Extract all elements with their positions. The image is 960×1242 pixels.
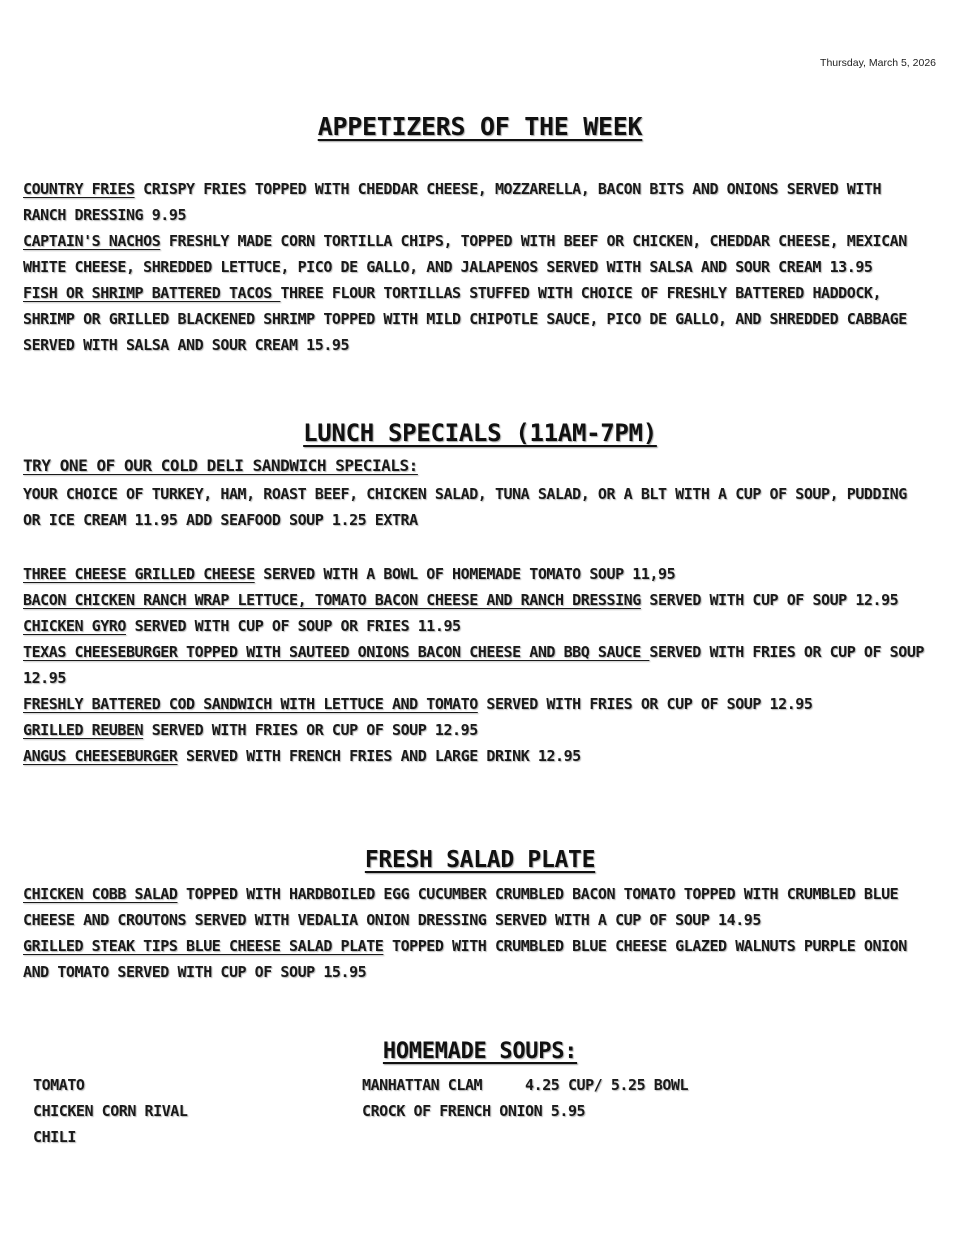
salad-list	[23, 881, 928, 985]
menu-item	[23, 933, 928, 985]
soup-item: CHICKEN CORN RIVAL	[33, 1102, 188, 1120]
menu-item	[23, 561, 928, 587]
appetizers-list	[23, 176, 928, 358]
menu-item	[23, 613, 928, 639]
item-name: FISH OR SHRIMP BATTERED TACOS	[23, 284, 281, 302]
item-description: SERVED WITH FRENCH FRIES AND LARGE DRINK 12.95	[177, 747, 581, 765]
menu-item	[23, 228, 928, 280]
menu-item	[23, 717, 928, 743]
lunch-description: YOUR CHOICE OF TURKEY, HAM, ROAST BEEF, CHICKEN SALAD, TUNA SALAD, OR A BLT WITH A CUP OF SOUP, PUDDING OR ICE CREAM 11.95 ADD SEAFOOD SOUP 1.25 EXTRA	[23, 485, 907, 529]
item-name: CHICKEN GYRO	[23, 617, 126, 635]
lunch-subheading: TRY ONE OF OUR COLD DELI SANDWICH SPECIALS:	[23, 456, 418, 475]
item-name: CAPTAIN'S NACHOS	[23, 232, 161, 250]
item-name: COUNTRY FRIES	[23, 180, 135, 198]
item-description: SERVED WITH FRIES OR CUP OF SOUP 12.95	[23, 643, 924, 687]
item-description: THREE FLOUR TORTILLAS STUFFED WITH CHOICE OF FRESHLY BATTERED HADDOCK, SHRIMP OR GRILLED BLACKENED SHRIMP TOPPED WITH MILD CHIPOTLE SAUCE, PICO DE GALLO, AND SHREDDED CABBAGE SERVED WITH SALSA AND SOUR CREAM 15.95	[23, 284, 907, 354]
item-name: THREE CHEESE GRILLED CHEESE	[23, 565, 255, 583]
item-description: TOPPED WITH HARDBOILED EGG CUCUMBER CRUMBLED BACON TOMATO TOPPED WITH CRUMBLED BLUE CHEESE AND CROUTONS SERVED WITH VEDALIA ONION DRESSING SERVED WITH A CUP OF SOUP 14.95	[23, 885, 899, 929]
item-name: CHICKEN COBB SALAD	[23, 885, 178, 903]
soups-heading: HOMEMADE SOUPS:	[382, 1039, 578, 1064]
menu-item	[23, 587, 928, 613]
soup-item: TOMATO	[33, 1076, 85, 1094]
soup-item: CHILI	[33, 1128, 76, 1146]
item-description: SERVED WITH A BOWL OF HOMEMADE TOMATO SOUP 11,95	[254, 565, 676, 583]
menu-item	[23, 176, 928, 228]
menu-item	[23, 691, 928, 717]
menu-item	[23, 881, 928, 933]
soup-item: MANHATTAN CLAM 4.25 CUP/ 5.25 BOWL	[362, 1076, 689, 1094]
item-description: SERVED WITH FRIES OR CUP OF SOUP 12.95	[143, 721, 478, 739]
item-name: GRILLED STEAK TIPS BLUE CHEESE SALAD PLATE	[23, 937, 384, 955]
lunch-heading: LUNCH SPECIALS (11AM-7PM)	[303, 419, 657, 447]
soup-item: CROCK OF FRENCH ONION 5.95	[362, 1102, 586, 1120]
item-name: FRESHLY BATTERED COD SANDWICH WITH LETTUCE AND TOMATO	[23, 695, 478, 713]
lunch-list	[23, 561, 928, 769]
item-description: SERVED WITH CUP OF SOUP OR FRIES 11.95	[125, 617, 461, 635]
item-description: CRISPY FRIES TOPPED WITH CHEDDAR CHEESE, MOZZARELLA, BACON BITS AND ONIONS SERVED WITH RANCH DRESSING 9.95	[23, 180, 882, 224]
menu-item	[23, 280, 928, 358]
item-name: ANGUS CHEESEBURGER	[23, 747, 178, 765]
item-description: SERVED WITH CUP OF SOUP 12.95	[640, 591, 899, 609]
item-name: TEXAS CHEESEBURGER TOPPED WITH SAUTEED ONIONS BACON CHEESE AND BBQ SAUCE	[23, 643, 650, 661]
salad-heading: FRESH SALAD PLATE	[364, 847, 596, 873]
menu-item	[23, 639, 928, 691]
menu-item	[23, 743, 928, 769]
item-description: FRESHLY MADE CORN TORTILLA CHIPS, TOPPED WITH BEEF OR CHICKEN, CHEDDAR CHEESE, MEXICAN WHITE CHEESE, SHREDDED LETTUCE, PICO DE GALLO, AND JALAPENOS SERVED WITH SALSA AND SOUR CREAM 13.95	[23, 232, 907, 276]
soups-left-column	[33, 1072, 333, 1150]
item-name: GRILLED REUBEN	[23, 721, 144, 739]
item-description: SERVED WITH FRIES OR CUP OF SOUP 12.95	[477, 695, 813, 713]
item-description: TOPPED WITH CRUMBLED BLUE CHEESE GLAZED WALNUTS PURPLE ONION AND TOMATO SERVED WITH CUP OF SOUP 15.95	[23, 937, 907, 981]
date-label: Thursday, March 5, 2026	[820, 57, 936, 69]
appetizers-heading: APPETIZERS OF THE WEEK	[317, 112, 643, 141]
item-name: BACON CHICKEN RANCH WRAP LETTUCE, TOMATO BACON CHEESE AND RANCH DRESSING	[23, 591, 641, 609]
soups-right-column	[362, 1072, 922, 1124]
